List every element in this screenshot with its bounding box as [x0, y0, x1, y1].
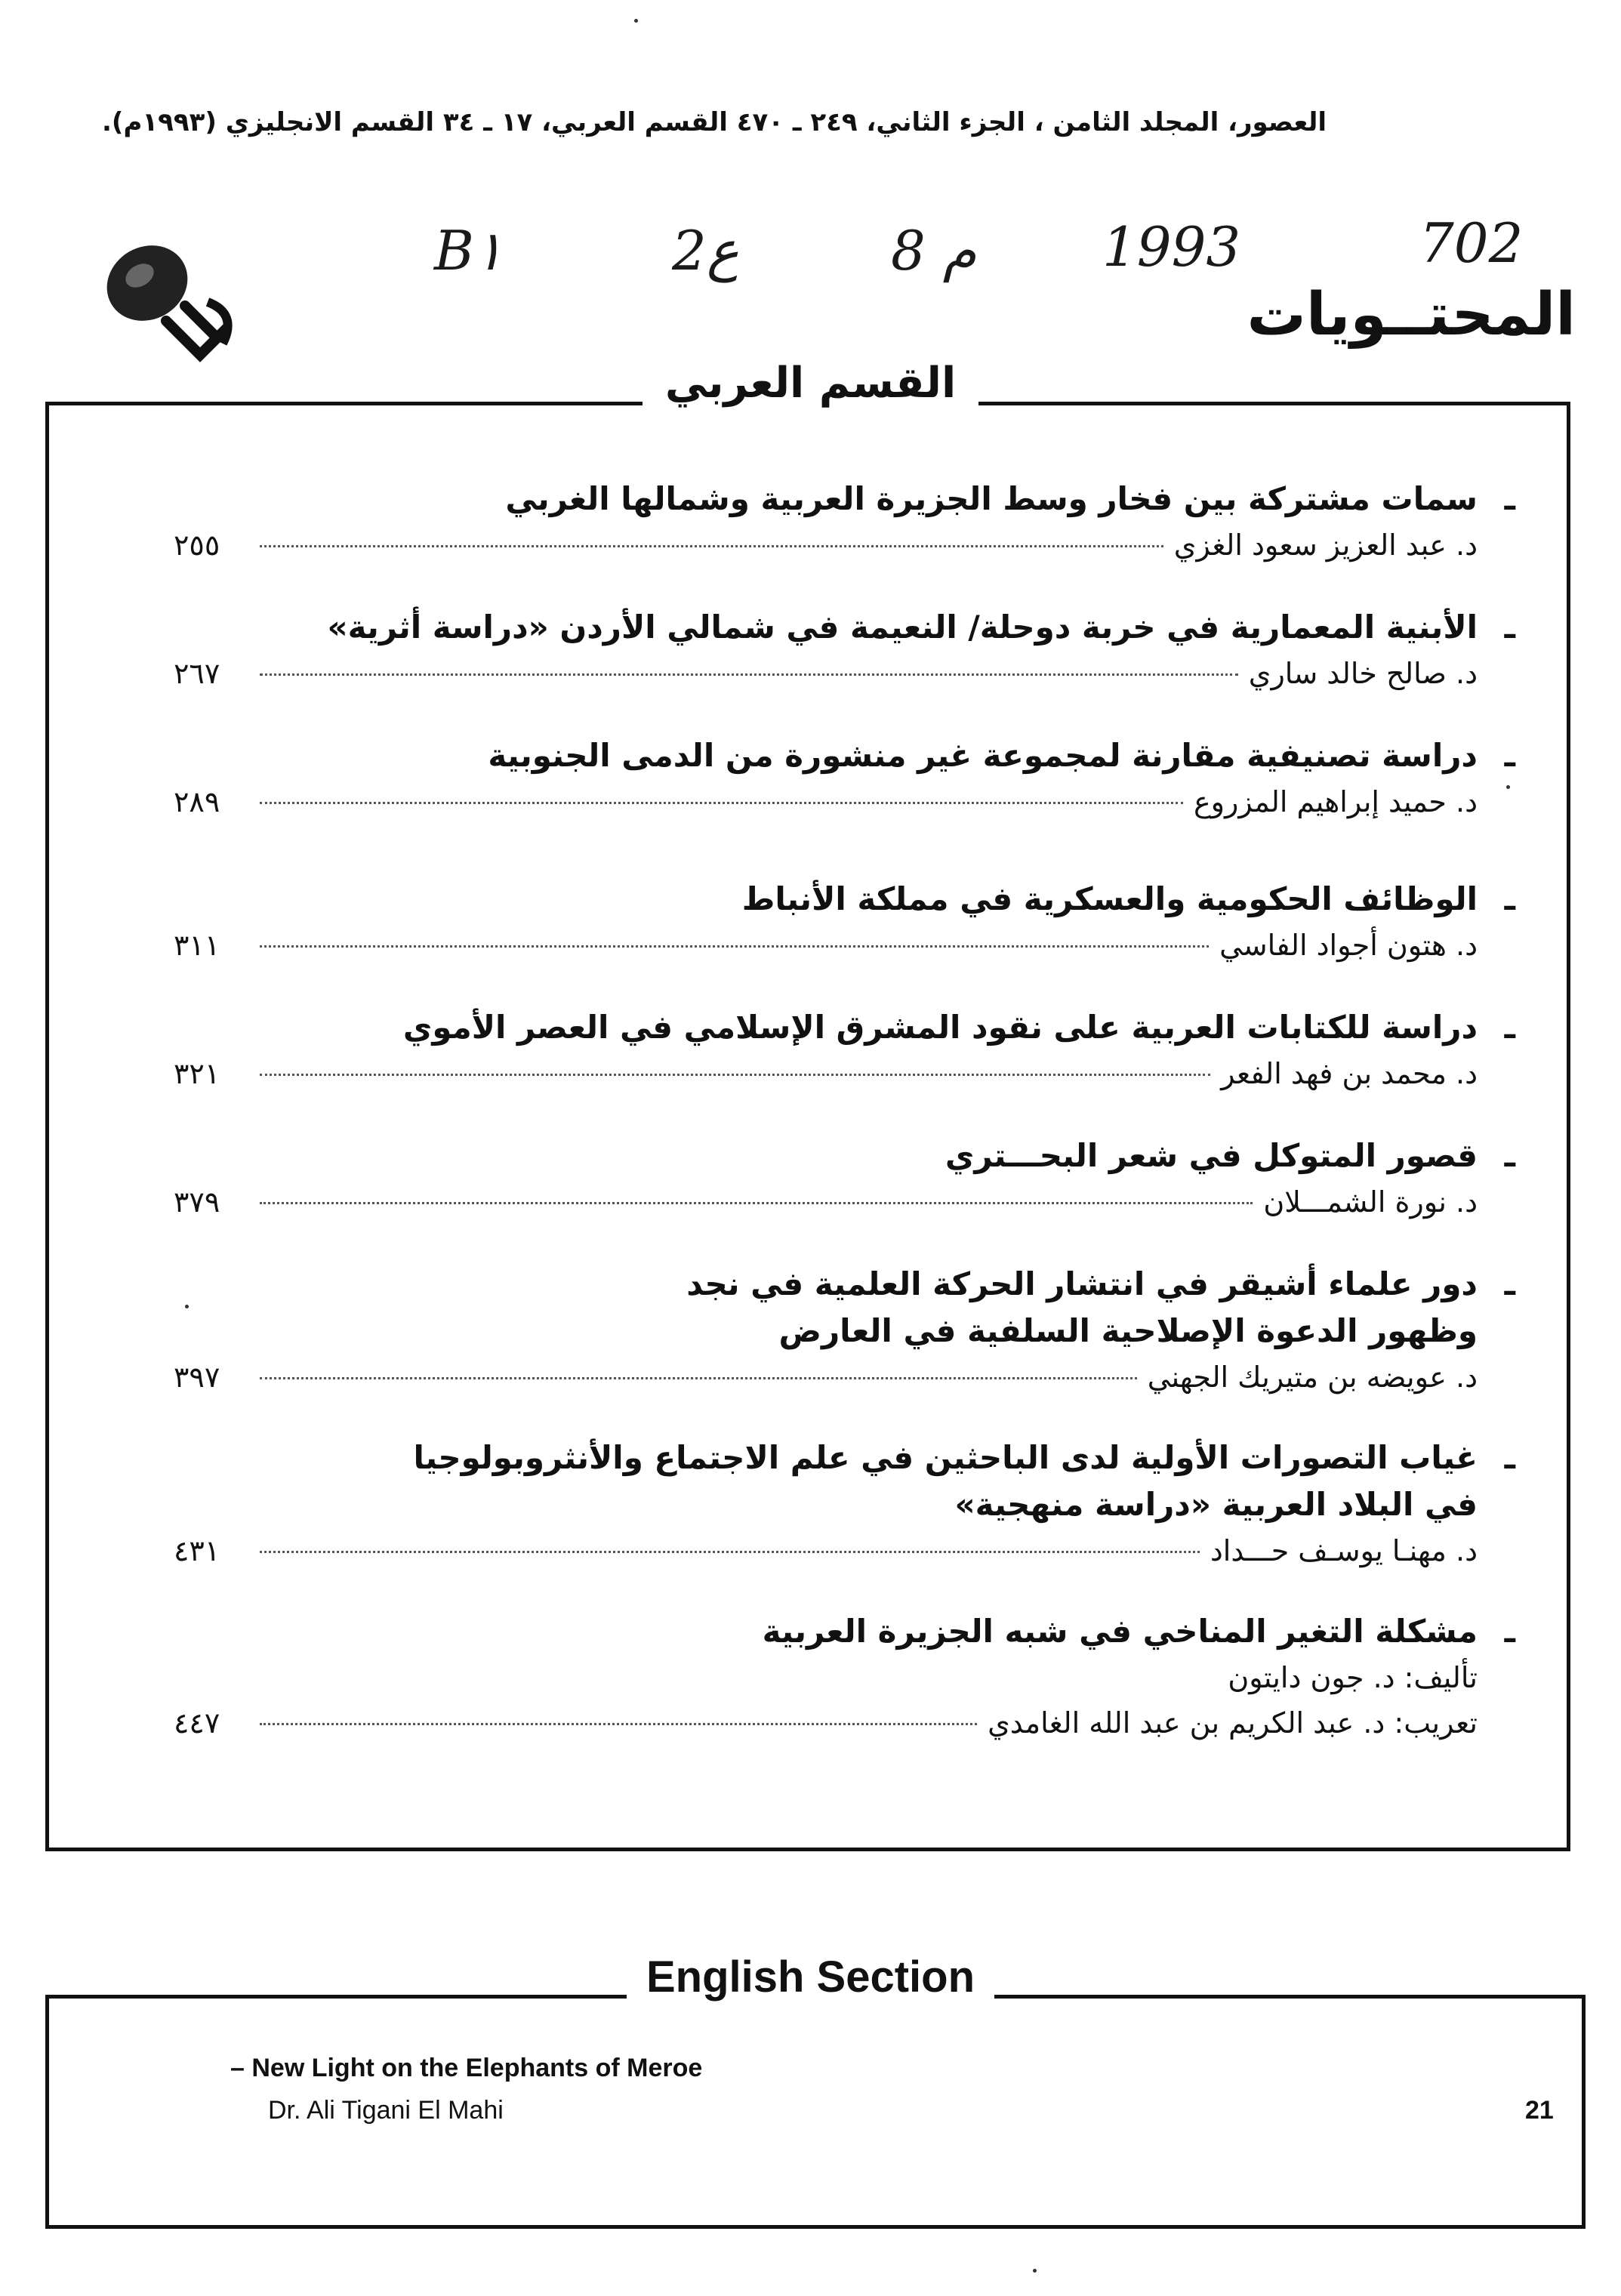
dot-leader — [260, 1723, 977, 1725]
entry-dash: ـ — [1504, 1009, 1515, 1046]
entry-author: د. هتون أجواد الفاسي — [1219, 929, 1478, 962]
entry-page: ٣٢١ — [174, 1057, 220, 1090]
scan-speck — [1506, 785, 1510, 789]
handwritten-note-part: 2ع — [672, 219, 739, 282]
toc-entry[interactable] — [174, 1133, 1515, 1225]
entry-title: سمات مشتركة بين فخار وسط الجزيرة العربية وشمالها الغربي — [505, 480, 1478, 517]
entry-dash: ـ — [1504, 1613, 1515, 1650]
toc-entry[interactable] — [174, 876, 1515, 968]
dot-leader — [260, 1202, 1253, 1204]
entry-dash: ـ — [1504, 480, 1515, 517]
entry-title: قصور المتوكل في شعر البحـــتري — [945, 1137, 1478, 1174]
entry-dash: ـ — [1504, 609, 1515, 646]
entry-title-line2: في البلاد العربية «دراسة منهجية» — [954, 1486, 1478, 1523]
entry-page: ٣٧٩ — [174, 1185, 220, 1219]
entry-page: ٤٣١ — [174, 1534, 220, 1567]
entry-translator-line: تأليف: د. جون دايتون — [1228, 1661, 1478, 1694]
toc-entry[interactable] — [174, 604, 1515, 696]
english-entry-author: Dr. Ali Tigani El Mahi — [268, 2096, 504, 2125]
toc-entry[interactable] — [174, 1261, 1515, 1400]
dot-leader — [260, 802, 1183, 804]
entry-page: ٢٥٥ — [174, 529, 220, 562]
entry-author: د. نورة الشمـــلان — [1263, 1185, 1478, 1219]
entry-page: ٢٨٩ — [174, 785, 220, 818]
handwritten-note-month: 8 م — [891, 219, 977, 282]
scan-speck — [185, 1305, 189, 1308]
entry-author: د. صالح خالد ساري — [1248, 657, 1478, 690]
handwritten-note-number: 702 — [1419, 211, 1524, 275]
entry-author: د. عبد العزيز سعود الغزي — [1173, 529, 1478, 562]
scan-speck — [1033, 2269, 1037, 2273]
entry-page: ٤٤٧ — [174, 1706, 220, 1740]
library-stamp-icon — [94, 230, 245, 374]
entry-title: غياب التصورات الأولية لدى الباحثين في علم الاجتماع والأنثروبولوجيا — [413, 1439, 1478, 1476]
english-section-heading — [0, 1952, 1621, 2002]
entry-author: د. حميد إبراهيم المزروع — [1193, 785, 1478, 818]
entry-dash: ـ — [1504, 1439, 1515, 1476]
toc-entry[interactable] — [174, 1004, 1515, 1096]
entry-author: د. محمد بن فهد الفعر — [1221, 1057, 1478, 1090]
entry-title-line2: وظهور الدعوة الإصلاحية السلفية في العارض — [778, 1312, 1478, 1349]
arabic-section-heading — [0, 359, 1621, 408]
entry-page: ٢٦٧ — [174, 657, 220, 690]
entry-title: مشكلة التغير المناخي في شبه الجزيرة العربية — [762, 1613, 1478, 1650]
entry-dash: ـ — [1504, 737, 1515, 774]
dot-leader — [260, 545, 1163, 547]
entry-title: الأبنية المعمارية في خربة دوحلة/ النعيمة في شمالي الأردن «دراسة أثرية» — [327, 609, 1478, 646]
entry-dash: ـ — [1504, 880, 1515, 917]
dot-leader — [260, 673, 1238, 676]
entry-title: دور علماء أشيقر في انتشار الحركة العلمية في نجد — [686, 1265, 1478, 1302]
toc-entry[interactable] — [174, 476, 1515, 568]
entry-author: تعريب: د. عبد الكريم بن عبد الله الغامدي — [988, 1706, 1478, 1740]
toc-entry[interactable] — [174, 732, 1515, 824]
dot-leader — [260, 945, 1209, 948]
arabic-section-title: القسم العربي — [643, 359, 978, 408]
english-section-title: English Section — [627, 1952, 994, 2002]
english-entry-page: 21 — [1525, 2096, 1554, 2125]
scan-speck — [634, 19, 638, 23]
entry-title: دراسة تصنيفية مقارنة لمجموعة غير منشورة من الدمى الجنوبية — [488, 737, 1478, 774]
entry-author: د. عويضه بن متيريك الجهني — [1147, 1361, 1478, 1394]
entry-page: ٣١١ — [174, 929, 220, 962]
dot-leader — [260, 1074, 1210, 1076]
entry-dash: ـ — [1504, 1137, 1515, 1174]
english-entry-title[interactable]: – New Light on the Elephants of Meroe — [230, 2054, 703, 2082]
entry-dash: ـ — [1504, 1265, 1515, 1302]
toc-entry[interactable] — [174, 1435, 1515, 1573]
entry-title: الوظائف الحكومية والعسكرية في مملكة الأنباط — [741, 880, 1478, 917]
entry-author: د. مهنـا يوسـف حـــداد — [1210, 1534, 1478, 1567]
dot-leader — [260, 1377, 1137, 1379]
handwritten-note-volume: B١ — [434, 219, 504, 282]
entry-title: دراسة للكتابات العربية على نقود المشرق الإسلامي في العصر الأموي — [402, 1009, 1478, 1046]
handwritten-note-year: 1993 — [1102, 215, 1241, 279]
toc-entry[interactable] — [174, 1608, 1515, 1746]
entry-page: ٣٩٧ — [174, 1361, 220, 1394]
citation-line: العصور، المجلد الثامن ، الجزء الثاني، ٢٤٩ ـ ٤٧٠ القسم العربي، ١٧ ـ ٣٤ القسم الانجليزي (١٩٩٣م). — [102, 107, 1327, 137]
contents-title: المحتــويات — [1247, 281, 1576, 349]
dot-leader — [260, 1551, 1200, 1553]
